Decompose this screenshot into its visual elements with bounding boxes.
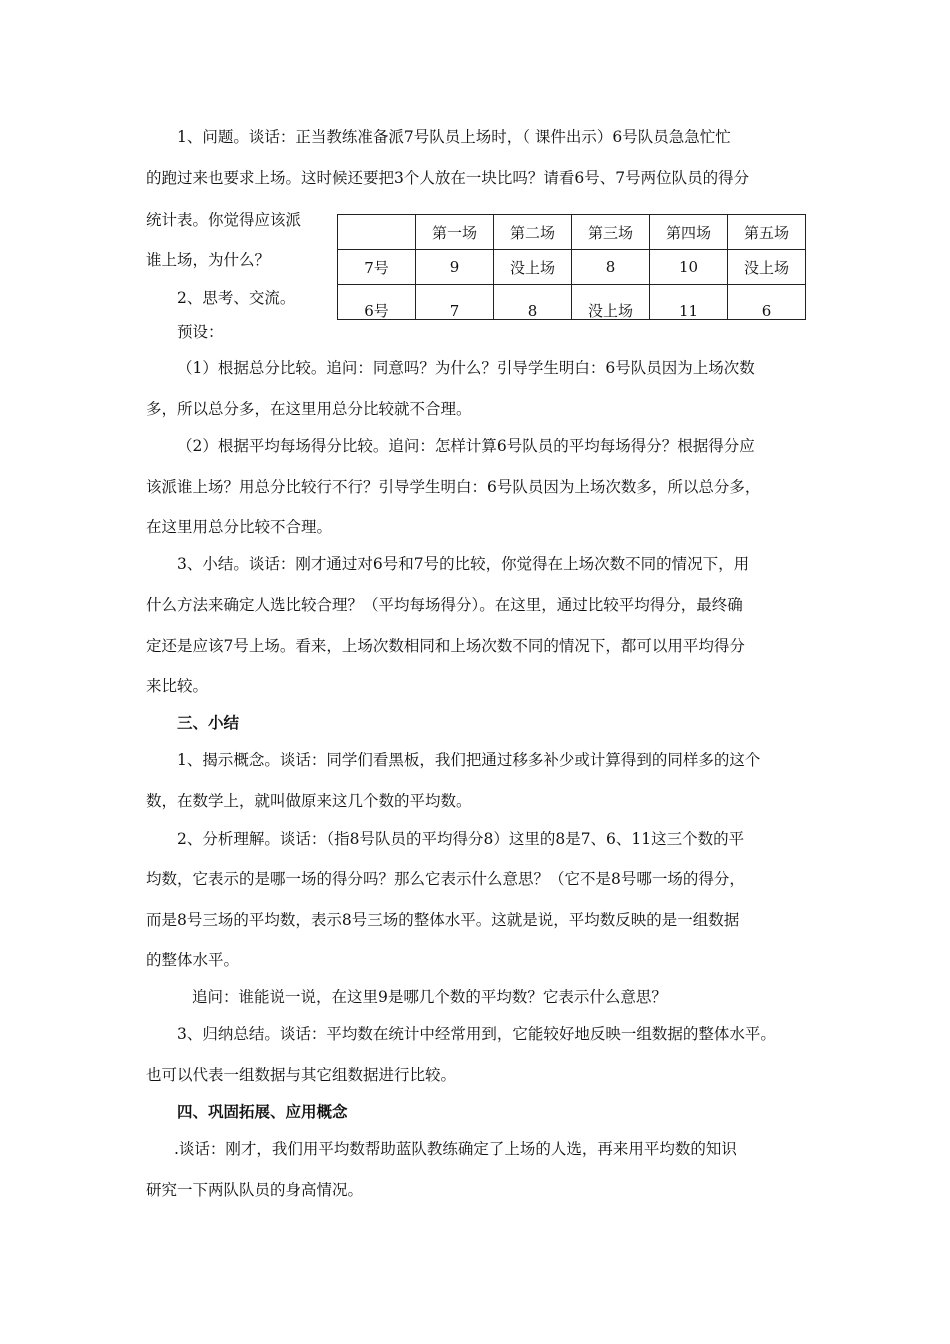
paragraph-line: 3、归纳总结。谈话：平均数在统计中经常用到，它能较好地反映一组数据的整体水平。 (177, 1025, 776, 1043)
paragraph-line: 3、小结。谈话：刚才通过对6号和7号的比较，你觉得在上场次数不同的情况下，用 (177, 555, 750, 573)
table-cell: 8 (494, 285, 572, 320)
paragraph-line: 的整体水平。 (146, 951, 240, 969)
table-header-cell: 第二场 (494, 215, 572, 250)
paragraph-line: 什么方法来确定人选比较合理？（平均每场得分）。在这里，通过比较平均得分，最终确 (146, 596, 743, 614)
table-cell: 10 (650, 250, 728, 285)
table-header-row (338, 215, 806, 250)
paragraph-line: 而是8号三场的平均数，表示8号三场的整体水平。这就是说，平均数反映的是一组数据 (146, 911, 740, 929)
paragraph-line: 多，所以总分多，在这里用总分比较就不合理。 (146, 400, 472, 418)
paragraph-line: 谁上场，为什么？ (146, 251, 271, 269)
table-header-cell: 第一场 (416, 215, 494, 250)
table-row (338, 250, 806, 285)
paragraph-line: 来比较。 (146, 677, 209, 695)
table-row (338, 285, 806, 320)
table-cell: 没上场 (494, 250, 572, 285)
paragraph-line: 的跑过来也要求上场。这时候还要把3个人放在一块比吗？请看6号、7号两位队员的得分 (146, 169, 750, 187)
paragraph-line: 追问：谁能说一说，在这里9是哪几个数的平均数？它表示什么意思？ (192, 988, 667, 1006)
table-header-cell (338, 215, 416, 250)
table-cell: 6 (728, 285, 806, 320)
paragraph-line: 均数，它表示的是哪一场的得分吗？那么它表示什么意思？（它不是8号哪一场的得分， (146, 870, 745, 888)
paragraph-line: 统计表。你觉得应该派 (146, 211, 302, 229)
paragraph-line: 该派谁上场？用总分比较行不行？引导学生明白：6号队员因为上场次数多，所以总分多， (146, 478, 761, 496)
table-header-cell: 第五场 (728, 215, 806, 250)
paragraph-line: 预设： (177, 323, 224, 341)
table-cell: 11 (650, 285, 728, 320)
paragraph-line: 1、揭示概念。谈话：同学们看黑板，我们把通过移多补少或计算得到的同样多的这个 (177, 751, 761, 769)
section-heading: 四、巩固拓展、应用概念 (177, 1102, 348, 1121)
paragraph-line: 2、思考、交流。 (177, 289, 296, 307)
paragraph-line: .谈话：刚才，我们用平均数帮助蓝队教练确定了上场的人选，再来用平均数的知识 (174, 1140, 737, 1158)
paragraph-line: 2、分析理解。谈话：（指8号队员的平均得分8）这里的8是7、6、11这三个数的平 (177, 830, 745, 848)
paragraph-line: 研究一下两队队员的身高情况。 (146, 1181, 364, 1199)
paragraph-line: 定还是应该7号上场。看来，上场次数相同和上场次数不同的情况下，都可以用平均得分 (146, 637, 745, 655)
section-heading: 三、小结 (177, 713, 240, 732)
table-header-cell: 第三场 (572, 215, 650, 250)
score-table (337, 214, 806, 320)
table-cell: 没上场 (572, 285, 650, 320)
table-cell: 6号 (338, 285, 416, 320)
paragraph-line: （1）根据总分比较。追问：同意吗？为什么？引导学生明白：6号队员因为上场次数 (177, 359, 755, 377)
table-cell: 7 (416, 285, 494, 320)
table-header-cell: 第四场 (650, 215, 728, 250)
paragraph-line: 也可以代表一组数据与其它组数据进行比较。 (146, 1066, 457, 1084)
table-cell: 9 (416, 250, 494, 285)
table-cell: 8 (572, 250, 650, 285)
table-cell: 没上场 (728, 250, 806, 285)
paragraph-line: （2）根据平均每场得分比较。追问：怎样计算6号队员的平均每场得分？根据得分应 (177, 437, 755, 455)
table-cell: 7号 (338, 250, 416, 285)
paragraph-line: 1、问题。谈话：正当教练准备派7号队员上场时，（ 课件出示）6号队员急急忙忙 (177, 128, 731, 146)
paragraph-line: 在这里用总分比较不合理。 (146, 518, 333, 536)
paragraph-line: 数，在数学上，就叫做原来这几个数的平均数。 (146, 792, 472, 810)
